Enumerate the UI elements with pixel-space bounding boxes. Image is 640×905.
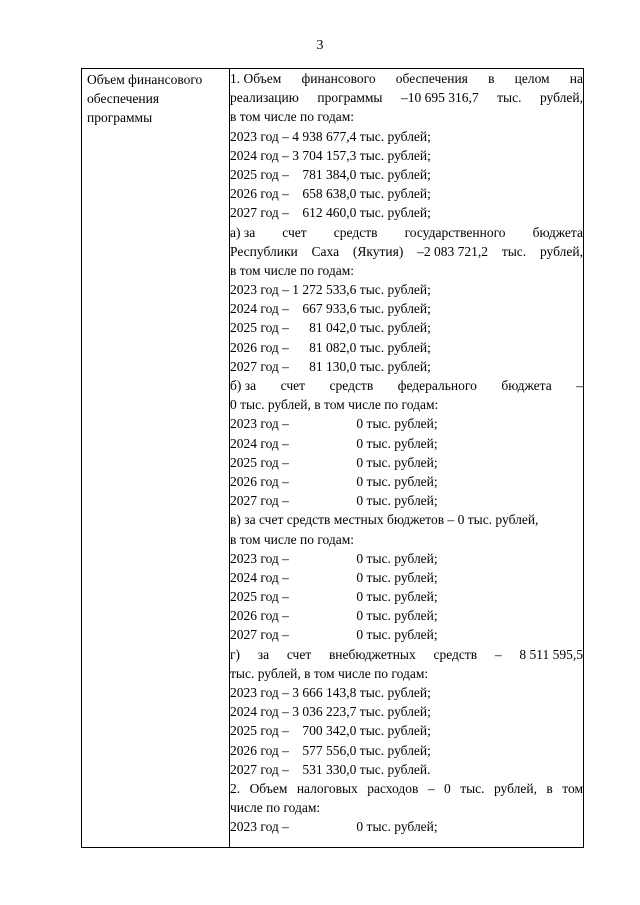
text-line: 2023 год – 0 тыс. рублей; xyxy=(230,416,438,432)
word: в xyxy=(488,71,495,86)
word: рублей, xyxy=(539,243,583,259)
text-line: 2026 год – 577 556,0 тыс. рублей; xyxy=(230,742,431,758)
word: –2 083 721,2 xyxy=(417,243,489,259)
word: том xyxy=(562,780,583,796)
text-line: 2023 год – 4 938 677,4 тыс. рублей; xyxy=(230,128,431,144)
word: целом xyxy=(514,71,550,86)
word: средств xyxy=(329,378,374,393)
text-line: 2026 год – 0 тыс. рублей; xyxy=(230,608,438,624)
content-cell xyxy=(230,69,584,848)
text-line: 2024 год – 3 036 223,7 тыс. рублей; xyxy=(230,704,431,720)
text-line: 2023 год – 3 666 143,8 тыс. рублей; xyxy=(230,685,431,700)
text-line xyxy=(230,645,583,664)
text-line: тыс. рублей, в том числе по годам: xyxy=(230,665,429,681)
word: федерального xyxy=(397,378,477,393)
word: 1. Объем xyxy=(230,71,282,86)
word: б) за xyxy=(230,378,257,393)
word: – xyxy=(576,378,583,393)
word: счет xyxy=(282,224,307,240)
text-line: 2026 год – 658 638,0 тыс. рублей; xyxy=(230,186,431,202)
word: Саха xyxy=(311,243,340,259)
word: 2. xyxy=(230,780,241,796)
text-line: 2026 год – 0 тыс. рублей; xyxy=(230,473,438,489)
text-line: в том числе по годам: xyxy=(230,531,355,547)
text-line: в том числе по годам: xyxy=(230,109,355,125)
text-line xyxy=(230,223,583,242)
text-line: 2025 год – 81 042,0 тыс. рублей; xyxy=(230,320,431,336)
word: финансового xyxy=(301,71,376,86)
text-line xyxy=(230,242,583,261)
word: в xyxy=(546,780,553,796)
word: на xyxy=(569,71,583,86)
text-line: 2027 год – 612 460,0 тыс. рублей; xyxy=(230,205,431,221)
word: (Якутия) xyxy=(352,243,404,259)
text-line: 2023 год – 0 тыс. рублей; xyxy=(230,550,438,566)
text-line: 2026 год – 81 082,0 тыс. рублей; xyxy=(230,339,431,355)
word: средств xyxy=(433,646,478,662)
word: счет xyxy=(280,378,305,393)
text-line: 2024 год – 0 тыс. рублей; xyxy=(230,435,438,451)
text-line: 2027 год – 531 330,0 тыс. рублей. xyxy=(230,761,431,777)
word: 8 511 595,5 xyxy=(519,646,583,662)
word: 0 xyxy=(444,780,451,796)
word: средств xyxy=(333,224,378,240)
word: –10 695 316,7 xyxy=(401,90,479,106)
text-line: 2023 год – 0 тыс. рублей; xyxy=(230,819,438,835)
word: тыс. xyxy=(501,243,527,259)
word: программы xyxy=(317,90,383,106)
word: Республики xyxy=(230,243,298,259)
text-line: 2025 год – 0 тыс. рублей; xyxy=(230,454,438,470)
text-line: 2025 год – 0 тыс. рублей; xyxy=(230,589,438,605)
text-line: числе по годам: xyxy=(230,800,321,816)
word: реализацию xyxy=(230,90,299,106)
word: – xyxy=(494,646,502,662)
text-line: 2024 год – 0 тыс. рублей; xyxy=(230,569,438,585)
text-line: 2024 год – 667 933,6 тыс. рублей; xyxy=(230,301,431,317)
word: а) за xyxy=(230,224,256,240)
text-line: в) за счет средств местных бюджетов – 0 тыс. рублей, xyxy=(230,512,539,528)
word: – xyxy=(427,780,435,796)
text-line: 2027 год – 0 тыс. рублей; xyxy=(230,627,438,643)
word: расходов xyxy=(367,780,419,796)
word: бюджета xyxy=(532,224,583,240)
text-line xyxy=(230,779,583,798)
page-number: 3 xyxy=(316,38,324,53)
text-line xyxy=(230,88,583,107)
text-line: 2025 год – 781 384,0 тыс. рублей; xyxy=(230,166,431,182)
text-line: 2024 год – 3 704 157,3 тыс. рублей; xyxy=(230,147,431,163)
word: бюджета xyxy=(501,378,552,393)
program-passport-table xyxy=(81,68,584,848)
text-line: 0 тыс. рублей, в том числе по годам: xyxy=(230,397,439,413)
word: тыс. xyxy=(497,90,522,106)
text-line xyxy=(230,376,583,395)
word: рублей, xyxy=(539,90,583,106)
funding-text xyxy=(230,69,583,837)
text-line: 2027 год – 0 тыс. рублей; xyxy=(230,493,438,509)
word: государственного xyxy=(404,224,506,240)
text-line: 2023 год – 1 272 533,6 тыс. рублей; xyxy=(230,282,431,298)
word: налоговых xyxy=(296,780,358,796)
text-line: 2027 год – 81 130,0 тыс. рублей; xyxy=(230,358,431,374)
label-cell xyxy=(82,69,230,848)
table-row xyxy=(82,69,584,848)
word: за xyxy=(257,646,270,662)
word: тыс. xyxy=(460,780,485,796)
word: Объем xyxy=(249,780,288,796)
word: рублей, xyxy=(493,780,537,796)
word: счет xyxy=(286,646,312,662)
text-line: 2025 год – 700 342,0 тыс. рублей; xyxy=(230,723,431,739)
text-line: в том числе по годам: xyxy=(230,262,355,278)
word: обеспечения xyxy=(395,71,468,86)
word: внебюджетных xyxy=(328,646,416,662)
text-line xyxy=(230,69,583,88)
row-label: Объем финансового обеспечения программы xyxy=(87,72,203,126)
word: г) xyxy=(230,646,241,662)
